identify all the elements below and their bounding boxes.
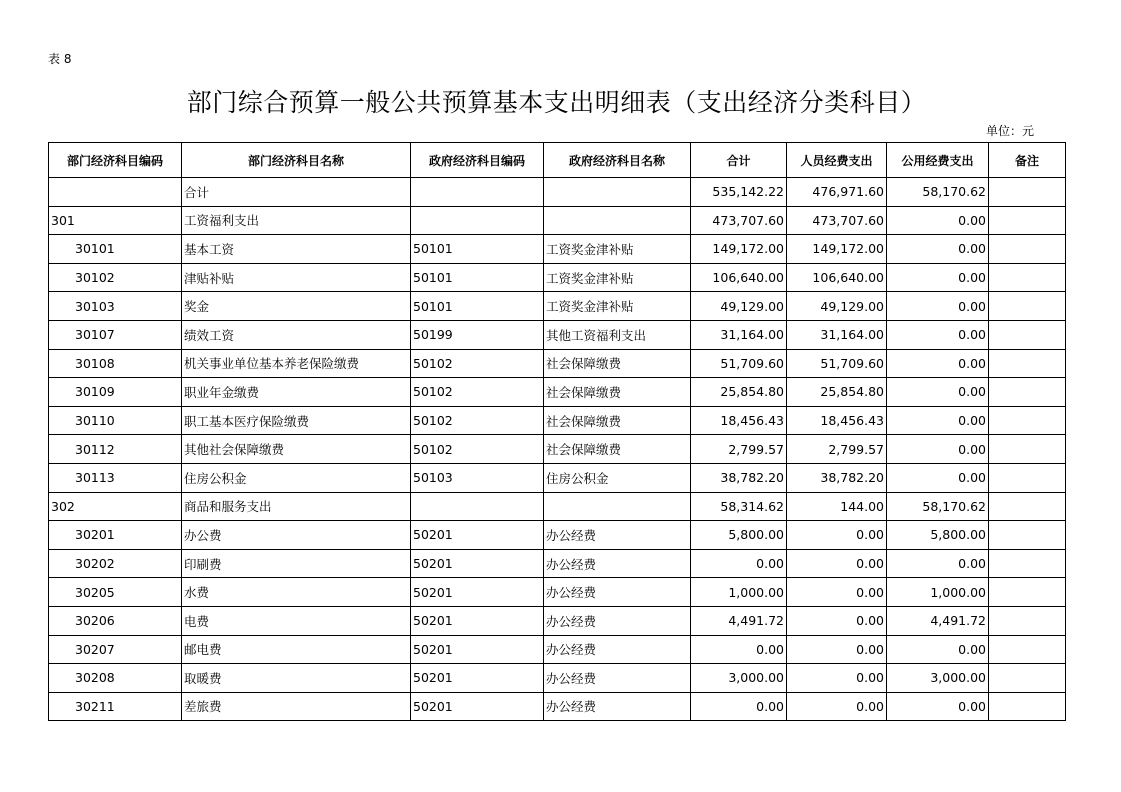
cell-gov-code: 50101 <box>411 263 544 292</box>
cell-gov-code: 50102 <box>411 406 544 435</box>
cell-gov-name: 社会保障缴费 <box>544 435 691 464</box>
cell-public: 0.00 <box>887 549 989 578</box>
cell-note <box>989 435 1066 464</box>
cell-note <box>989 406 1066 435</box>
cell-personnel: 0.00 <box>787 521 887 550</box>
header-row <box>49 143 1066 178</box>
budget-table <box>48 142 1066 721</box>
cell-dept-name: 邮电费 <box>182 635 411 664</box>
cell-dept-name: 水费 <box>182 578 411 607</box>
table-row <box>49 578 1066 607</box>
cell-gov-code: 50102 <box>411 349 544 378</box>
table-row <box>49 463 1066 492</box>
cell-public: 0.00 <box>887 349 989 378</box>
cell-dept-code <box>49 178 182 207</box>
cell-dept-name: 职业年金缴费 <box>182 378 411 407</box>
cell-dept-name: 差旅费 <box>182 692 411 721</box>
cell-note <box>989 578 1066 607</box>
cell-personnel: 0.00 <box>787 578 887 607</box>
cell-personnel: 38,782.20 <box>787 463 887 492</box>
header-note: 备注 <box>989 143 1066 178</box>
cell-gov-code: 50201 <box>411 521 544 550</box>
cell-personnel: 106,640.00 <box>787 263 887 292</box>
cell-gov-name: 社会保障缴费 <box>544 349 691 378</box>
cell-gov-name: 工资奖金津补贴 <box>544 235 691 264</box>
cell-dept-name: 工资福利支出 <box>182 206 411 235</box>
cell-dept-name: 奖金 <box>182 292 411 321</box>
table-row <box>49 378 1066 407</box>
cell-gov-name: 办公经费 <box>544 664 691 693</box>
cell-total: 0.00 <box>691 635 787 664</box>
cell-note <box>989 349 1066 378</box>
header-gov-code: 政府经济科目编码 <box>411 143 544 178</box>
table-row <box>49 263 1066 292</box>
cell-public: 0.00 <box>887 463 989 492</box>
cell-total: 49,129.00 <box>691 292 787 321</box>
cell-dept-name: 印刷费 <box>182 549 411 578</box>
cell-gov-code <box>411 178 544 207</box>
cell-total: 51,709.60 <box>691 349 787 378</box>
cell-total: 535,142.22 <box>691 178 787 207</box>
cell-public: 58,170.62 <box>887 492 989 521</box>
cell-dept-name: 取暖费 <box>182 664 411 693</box>
cell-personnel: 473,707.60 <box>787 206 887 235</box>
cell-dept-code: 30205 <box>49 578 182 607</box>
cell-dept-code: 302 <box>49 492 182 521</box>
cell-note <box>989 606 1066 635</box>
cell-gov-code: 50201 <box>411 549 544 578</box>
table-row <box>49 549 1066 578</box>
table-row <box>49 235 1066 264</box>
cell-public: 0.00 <box>887 435 989 464</box>
cell-gov-name: 住房公积金 <box>544 463 691 492</box>
cell-gov-name: 办公经费 <box>544 606 691 635</box>
unit-label: 单位：元 <box>985 124 1034 138</box>
cell-note <box>989 664 1066 693</box>
cell-total: 25,854.80 <box>691 378 787 407</box>
cell-public: 0.00 <box>887 635 989 664</box>
cell-total: 106,640.00 <box>691 263 787 292</box>
cell-personnel: 0.00 <box>787 635 887 664</box>
cell-public: 5,800.00 <box>887 521 989 550</box>
cell-total: 58,314.62 <box>691 492 787 521</box>
cell-dept-name: 职工基本医疗保险缴费 <box>182 406 411 435</box>
cell-dept-code: 30110 <box>49 406 182 435</box>
cell-gov-code: 50201 <box>411 664 544 693</box>
table-row <box>49 292 1066 321</box>
cell-gov-name: 办公经费 <box>544 578 691 607</box>
table-row <box>49 406 1066 435</box>
cell-personnel: 49,129.00 <box>787 292 887 321</box>
cell-gov-code: 50102 <box>411 435 544 464</box>
header-total: 合计 <box>691 143 787 178</box>
cell-total: 1,000.00 <box>691 578 787 607</box>
cell-personnel: 0.00 <box>787 606 887 635</box>
cell-personnel: 25,854.80 <box>787 378 887 407</box>
cell-dept-code: 30208 <box>49 664 182 693</box>
cell-public: 0.00 <box>887 235 989 264</box>
cell-dept-code: 30207 <box>49 635 182 664</box>
cell-dept-name: 基本工资 <box>182 235 411 264</box>
cell-dept-code: 301 <box>49 206 182 235</box>
cell-gov-code: 50201 <box>411 578 544 607</box>
cell-dept-code: 30102 <box>49 263 182 292</box>
cell-public: 0.00 <box>887 263 989 292</box>
cell-dept-name: 电费 <box>182 606 411 635</box>
cell-dept-name: 合计 <box>182 178 411 207</box>
cell-total: 0.00 <box>691 549 787 578</box>
cell-total: 38,782.20 <box>691 463 787 492</box>
cell-total: 4,491.72 <box>691 606 787 635</box>
table-row <box>49 606 1066 635</box>
cell-gov-name: 办公经费 <box>544 521 691 550</box>
cell-gov-name: 工资奖金津补贴 <box>544 292 691 321</box>
cell-gov-code: 50101 <box>411 235 544 264</box>
cell-gov-code: 50201 <box>411 635 544 664</box>
cell-dept-name: 商品和服务支出 <box>182 492 411 521</box>
cell-dept-code: 30202 <box>49 549 182 578</box>
header-personnel: 人员经费支出 <box>787 143 887 178</box>
cell-gov-name: 社会保障缴费 <box>544 406 691 435</box>
table-body <box>49 178 1066 721</box>
cell-personnel: 31,164.00 <box>787 320 887 349</box>
cell-total: 31,164.00 <box>691 320 787 349</box>
cell-dept-name: 住房公积金 <box>182 463 411 492</box>
cell-total: 2,799.57 <box>691 435 787 464</box>
cell-public: 0.00 <box>887 206 989 235</box>
cell-total: 473,707.60 <box>691 206 787 235</box>
cell-dept-name: 津贴补贴 <box>182 263 411 292</box>
cell-gov-name <box>544 492 691 521</box>
cell-note <box>989 463 1066 492</box>
cell-gov-code: 50102 <box>411 378 544 407</box>
header-gov-name: 政府经济科目名称 <box>544 143 691 178</box>
cell-personnel: 149,172.00 <box>787 235 887 264</box>
cell-public: 0.00 <box>887 320 989 349</box>
cell-total: 18,456.43 <box>691 406 787 435</box>
table-row <box>49 492 1066 521</box>
cell-dept-name: 机关事业单位基本养老保险缴费 <box>182 349 411 378</box>
cell-gov-name <box>544 178 691 207</box>
table-row <box>49 206 1066 235</box>
cell-personnel: 0.00 <box>787 692 887 721</box>
cell-note <box>989 692 1066 721</box>
cell-note <box>989 178 1066 207</box>
cell-personnel: 2,799.57 <box>787 435 887 464</box>
cell-public: 0.00 <box>887 406 989 435</box>
cell-personnel: 18,456.43 <box>787 406 887 435</box>
cell-gov-name: 社会保障缴费 <box>544 378 691 407</box>
cell-gov-code: 50201 <box>411 606 544 635</box>
cell-gov-code <box>411 492 544 521</box>
table-number: 表 8 <box>48 52 72 66</box>
header-dept-name: 部门经济科目名称 <box>182 143 411 178</box>
cell-note <box>989 549 1066 578</box>
cell-note <box>989 521 1066 550</box>
cell-dept-code: 30112 <box>49 435 182 464</box>
table-row <box>49 664 1066 693</box>
table-row <box>49 435 1066 464</box>
table-row <box>49 349 1066 378</box>
cell-dept-code: 30113 <box>49 463 182 492</box>
cell-dept-code: 30103 <box>49 292 182 321</box>
cell-dept-code: 30101 <box>49 235 182 264</box>
cell-gov-name: 办公经费 <box>544 635 691 664</box>
cell-gov-name: 其他工资福利支出 <box>544 320 691 349</box>
cell-public: 1,000.00 <box>887 578 989 607</box>
cell-gov-code: 50199 <box>411 320 544 349</box>
cell-personnel: 144.00 <box>787 492 887 521</box>
cell-gov-name <box>544 206 691 235</box>
cell-dept-name: 其他社会保障缴费 <box>182 435 411 464</box>
cell-public: 0.00 <box>887 292 989 321</box>
cell-total: 5,800.00 <box>691 521 787 550</box>
cell-public: 58,170.62 <box>887 178 989 207</box>
cell-note <box>989 320 1066 349</box>
cell-dept-code: 30109 <box>49 378 182 407</box>
cell-gov-name: 办公经费 <box>544 549 691 578</box>
table-row <box>49 692 1066 721</box>
cell-personnel: 51,709.60 <box>787 349 887 378</box>
header-public: 公用经费支出 <box>887 143 989 178</box>
cell-public: 4,491.72 <box>887 606 989 635</box>
cell-total: 0.00 <box>691 692 787 721</box>
cell-gov-code <box>411 206 544 235</box>
cell-note <box>989 492 1066 521</box>
cell-gov-code: 50101 <box>411 292 544 321</box>
header-dept-code: 部门经济科目编码 <box>49 143 182 178</box>
cell-total: 149,172.00 <box>691 235 787 264</box>
cell-public: 0.00 <box>887 692 989 721</box>
cell-note <box>989 235 1066 264</box>
table-row <box>49 521 1066 550</box>
cell-gov-code: 50201 <box>411 692 544 721</box>
table-row <box>49 178 1066 207</box>
cell-gov-name: 工资奖金津补贴 <box>544 263 691 292</box>
cell-dept-code: 30201 <box>49 521 182 550</box>
cell-note <box>989 635 1066 664</box>
cell-note <box>989 206 1066 235</box>
cell-gov-code: 50103 <box>411 463 544 492</box>
cell-dept-name: 办公费 <box>182 521 411 550</box>
table-row <box>49 320 1066 349</box>
cell-personnel: 476,971.60 <box>787 178 887 207</box>
cell-dept-name: 绩效工资 <box>182 320 411 349</box>
cell-dept-code: 30206 <box>49 606 182 635</box>
cell-dept-code: 30107 <box>49 320 182 349</box>
cell-public: 0.00 <box>887 378 989 407</box>
cell-public: 3,000.00 <box>887 664 989 693</box>
cell-note <box>989 263 1066 292</box>
page-title: 部门综合预算一般公共预算基本支出明细表（支出经济分类科目） <box>186 88 927 117</box>
cell-note <box>989 292 1066 321</box>
table-row <box>49 635 1066 664</box>
cell-personnel: 0.00 <box>787 664 887 693</box>
cell-total: 3,000.00 <box>691 664 787 693</box>
cell-dept-code: 30108 <box>49 349 182 378</box>
cell-dept-code: 30211 <box>49 692 182 721</box>
cell-gov-name: 办公经费 <box>544 692 691 721</box>
cell-personnel: 0.00 <box>787 549 887 578</box>
cell-note <box>989 378 1066 407</box>
